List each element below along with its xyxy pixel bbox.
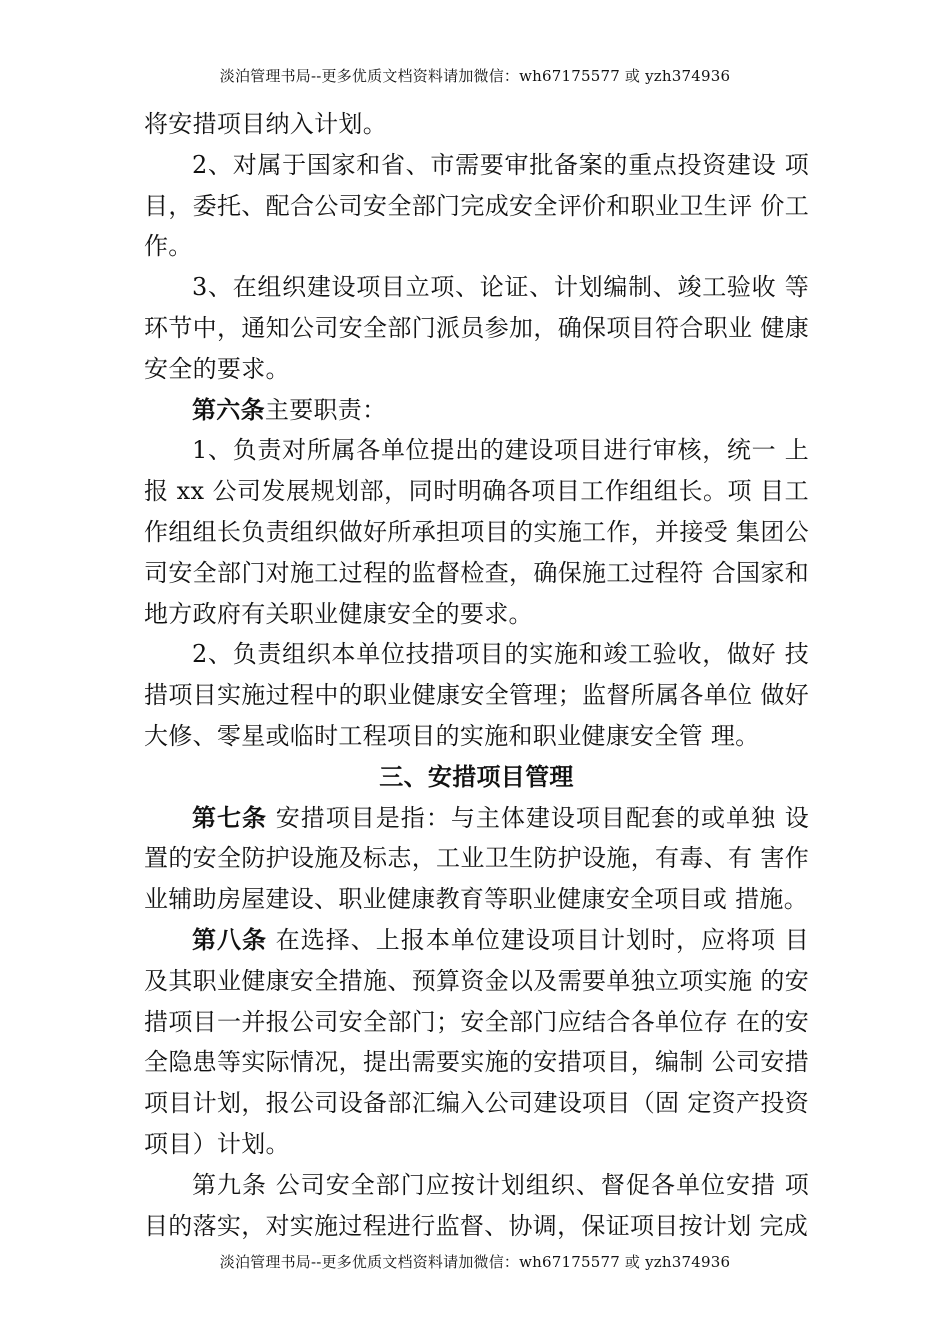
article-6-text: 主要职责： — [264, 395, 387, 424]
article-6-heading: 第六条 — [192, 394, 265, 424]
duty-item-2: 2、负责组织本单位技措项目的实施和竣工验收，做好 技措项目实施过程中的职业健康安全管理；监督所属各单位 做好大修、零星或临时工程项目的实施和职业健康安全管 理。 — [144, 640, 809, 750]
article-7-text: 安措项目是指：与主体建设项目配套的或单独 设置的安全防护设施及标志，工业卫生防护设施，有毒、有 害作业辅助房屋建设、职业健康教育等职业健康安全项目或 措施。 — [144, 803, 810, 914]
page-header: 淡泊管理书局--更多优质文档资料请加微信：wh67175577 或 yzh374936 — [219, 67, 731, 85]
paragraph-continuation: 将安措项目纳入计划。 — [144, 110, 387, 138]
article-7-heading: 第七条 — [192, 802, 268, 832]
article-6 — [144, 390, 809, 431]
article-8-text: 在选择、上报本单位建设项目计划时，应将项 目及其职业健康安全措施、预算资金以及需要单独立项实施 的安措项目一并报公司安全部门；安全部门应结合各单位存 在的安全隐患等实际情况，提出需要实施的安措项目，编制 公司安措项目计划，报公司设备部汇编入公司建设项目（固 定资产投资项目）计划。 — [144, 925, 810, 1158]
document-body — [144, 104, 809, 1246]
paragraph-item-3: 3、在组织建设项目立项、论证、计划编制、竣工验收 等环节中，通知公司安全部门派员参加，确保项目符合职业 健康安全的要求。 — [144, 273, 809, 383]
article-8 — [144, 920, 809, 1165]
article-7 — [144, 798, 809, 920]
article-8-heading: 第八条 — [192, 924, 268, 954]
paragraph-item-2: 2、对属于国家和省、市需要审批备案的重点投资建设 项目，委托、配合公司安全部门完成安全评价和职业卫生评 价工作。 — [144, 150, 809, 261]
duty-item-1: 1、负责对所属各单位提出的建设项目进行审核，统一 上报 xx 公司发展规划部，同时明确各项目工作组组长。项 目工作组组长负责组织做好所承担项目的实施工作，并接受 集团公司安全部门对施工过程的监督检查，确保施工过程符 合国家和地方政府有关职业健康安全的要求。 — [144, 436, 809, 628]
section-title: 三、安措项目管理 — [379, 761, 574, 791]
page-footer: 淡泊管理书局--更多优质文档资料请加微信：wh67175577 或 yzh374936 — [219, 1253, 731, 1271]
article-9: 第九条 公司安全部门应按计划组织、督促各单位安措 项目的落实，对实施过程进行监督、协调，保证项目按计划 完成 — [144, 1170, 809, 1240]
